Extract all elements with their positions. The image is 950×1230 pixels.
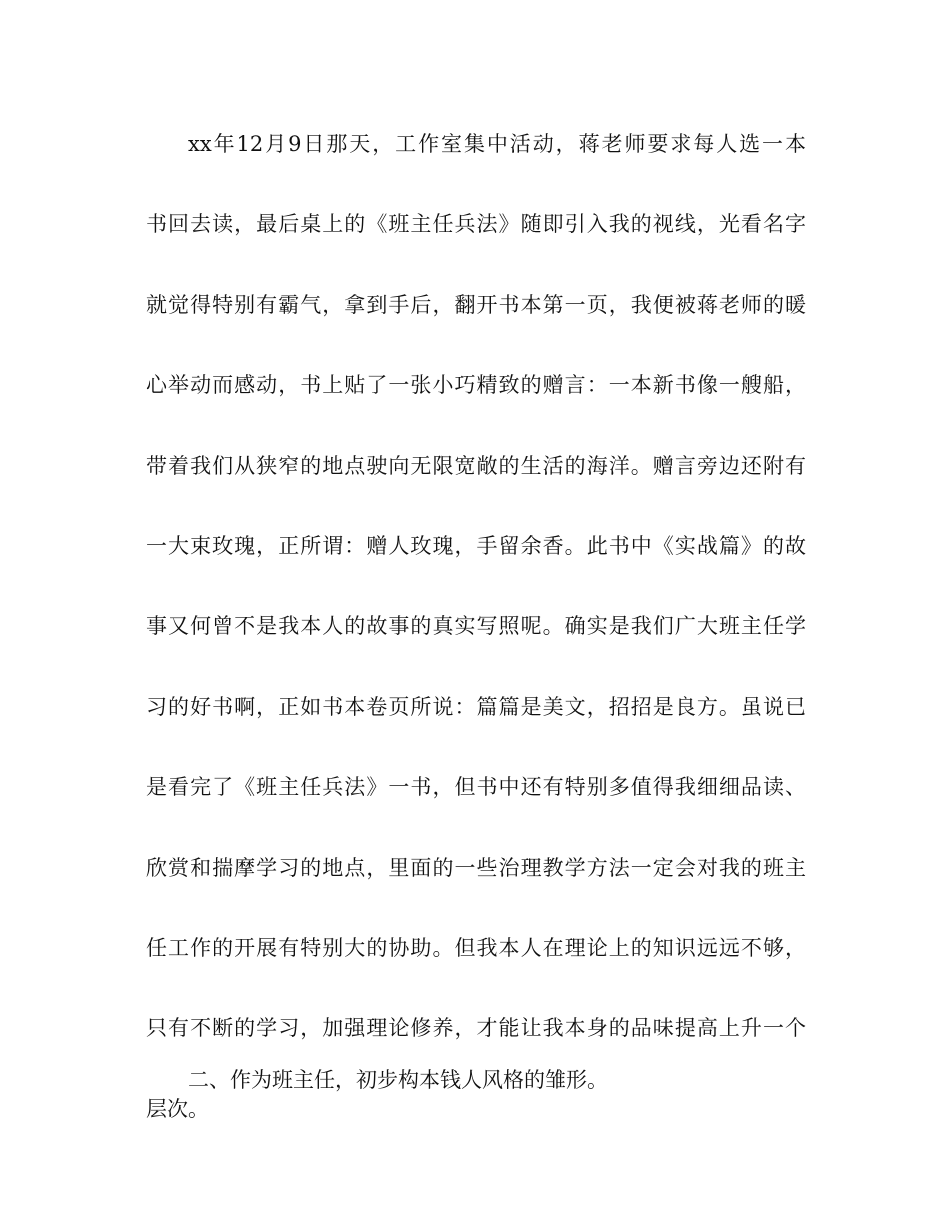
- paragraph-line: 只有不断的学习，加强理论修养，才能让我本身的品味提高上升一个: [146, 1016, 806, 1041]
- paragraph-line: 心举动而感动，书上贴了一张小巧精致的赠言：一本新书像一艘船，: [146, 373, 806, 398]
- paragraph-line: 带着我们从狭窄的地点驶向无限宽敞的生活的海洋。赠言旁边还附有: [146, 453, 806, 478]
- paragraph-line: 欣赏和揣摩学习的地点，里面的一些治理教学方法一定会对我的班主: [146, 855, 806, 880]
- paragraph-line: 就觉得特别有霸气，拿到手后，翻开书本第一页，我便被蒋老师的暖: [146, 292, 806, 317]
- paragraph-line: 书回去读，最后桌上的《班主任兵法》随即引入我的视线，光看名字: [146, 212, 806, 237]
- paragraph-line: 一大束玫瑰，正所谓：赠人玫瑰，手留余香。此书中《实战篇》的故: [146, 533, 806, 558]
- paragraph-line: xx年12月9日那天，工作室集中活动，蒋老师要求每人选一本: [188, 132, 806, 156]
- paragraph-line: 习的好书啊，正如书本卷页所说：篇篇是美文，招招是良方。虽说已: [146, 694, 806, 719]
- section-heading: 二、作为班主任，初步构本钱人风格的雏形。: [188, 1068, 608, 1092]
- paragraph-line: 层次。: [146, 1096, 209, 1121]
- paragraph-line: 事又何曾不是我本人的故事的真实写照呢。确实是我们广大班主任学: [146, 614, 806, 639]
- paragraph-line: 是看完了《班主任兵法》一书，但书中还有特别多值得我细细品读、: [146, 775, 806, 800]
- body-paragraph: [146, 122, 806, 1167]
- paragraph-line: 任工作的开展有特别大的协助。但我本人在理论上的知识远远不够，: [146, 935, 806, 960]
